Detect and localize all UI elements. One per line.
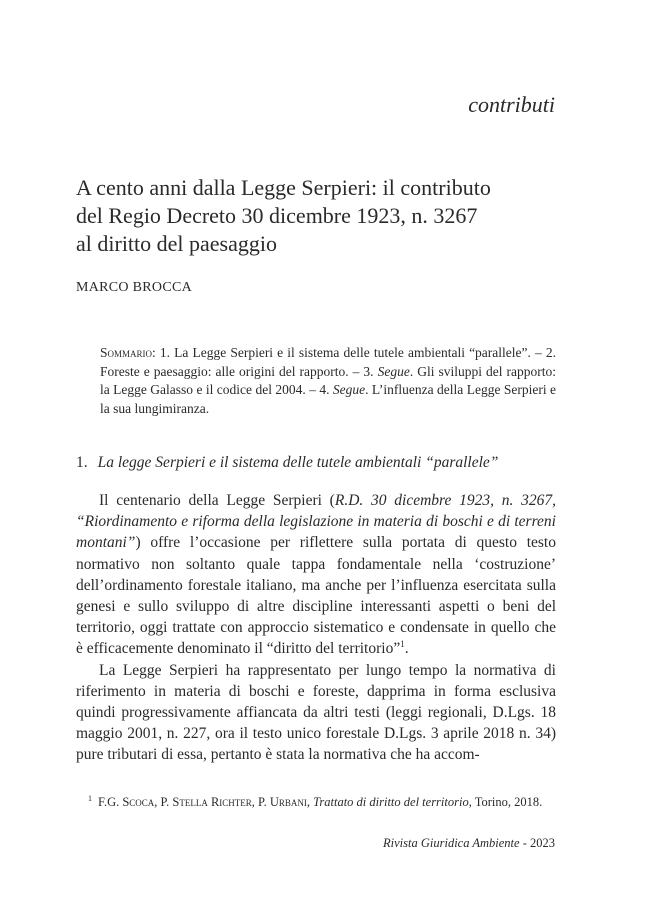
paragraph-text: ) offre l’occasione per riflettere sulla portata di questo testo normativo non soltanto quale tappa fondamentale nella ‘costruzione’ dell’ordinamento forestale italiano, ma anche per l’influenza esercitata sulla genesi e sullo sviluppo di altre discipline interessanti aspetti o beni del territorio, oggi trattate con approccio sistematico e condensate in quello che è efficacemente denominato il “diritto del territorio”: [76, 534, 556, 658]
body-text: [76, 490, 556, 766]
section-number: 1.: [76, 454, 88, 471]
summary-segue: Segue: [377, 363, 410, 379]
footnote: [76, 794, 556, 811]
footnote-authors: F.G. Scoca, P. Stella Richter, P. Urbani,: [98, 795, 314, 809]
summary-text: . L’influenza della Legge Serpieri e la sua lungimiranza.: [100, 382, 556, 416]
summary-label: Sommario: [100, 345, 153, 360]
paragraph-text: .: [404, 640, 409, 658]
summary-text: : 1. La Legge Serpieri e il sistema delle tutele ambientali “parallele”. – 2. Foreste e paesaggio: alle origini del rapporto. – 3.: [100, 345, 556, 379]
footnote-work-title: Trattato di diritto del territorio: [313, 795, 469, 809]
paragraph: [76, 490, 556, 660]
journal-year: - 2023: [519, 836, 555, 850]
footnote-rest: , Torino, 2018.: [468, 795, 543, 809]
summary-text: . Gli sviluppi del rapporto: la Legge Galasso e il codice del 2004. – 4.: [100, 363, 556, 397]
section-title: La legge Serpieri e il sistema delle tutele ambientali “parallele”: [97, 454, 499, 471]
paragraph: La Legge Serpieri ha rappresentato per lungo tempo la normativa di riferimento in materia di boschi e foreste, dapprima in forma esclusiva quindi progressivamente affiancata da altri testi (leggi regionali, D.Lgs. 18 maggio 2001, n. 227, ora il testo unico forestale D.Lgs. 3 aprile 2018 n. 34) pure tributari di essa, pertanto è stata la normativa che ha accom-: [76, 661, 556, 764]
title-line: del Regio Decreto 30 dicembre 1923, n. 3267: [76, 203, 478, 228]
section-heading: [76, 454, 556, 472]
title-line: al diritto del paesaggio: [76, 231, 277, 256]
paragraph-text: Il centenario della Legge Serpieri (: [99, 492, 335, 509]
article-title: [76, 174, 576, 258]
legal-citation: R.D. 30 dicembre 1923, n. 3267, “Riordinamento e riforma della legislazione in materia di boschi e di terreni montani”: [76, 492, 556, 552]
author-name: MARCO BROCCA: [76, 280, 193, 295]
section-label: contributi: [468, 92, 555, 117]
summary-abstract: [100, 344, 556, 418]
running-footer: [383, 836, 555, 851]
footnote-reference[interactable]: 1: [400, 639, 405, 650]
footnote-mark: 1: [88, 793, 92, 803]
journal-name: Rivista Giuridica Ambiente: [383, 836, 520, 850]
summary-segue: Segue: [332, 382, 366, 397]
title-line: A cento anni dalla Legge Serpieri: il contributo: [76, 175, 491, 200]
